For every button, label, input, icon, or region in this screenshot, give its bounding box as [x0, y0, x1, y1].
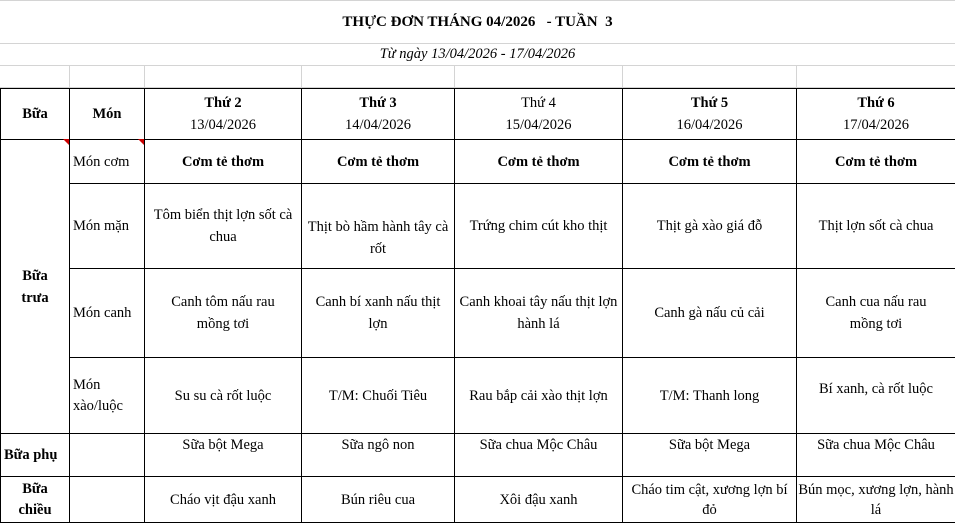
- page-title: [0, 0, 955, 44]
- menu-cell: Bí xanh, cà rốt luộc: [797, 358, 955, 434]
- snack-label: Bữa phụ: [1, 434, 70, 477]
- dish-label: [70, 477, 145, 523]
- dish-label: [70, 434, 145, 477]
- menu-cell: Canh khoai tây nấu thịt lợn hành lá: [455, 269, 623, 358]
- comment-indicator-icon[interactable]: [63, 139, 69, 145]
- table-row: [1, 358, 955, 434]
- menu-cell: Canh bí xanh nấu thịt lợn: [302, 269, 455, 358]
- dish-header: Món: [70, 89, 145, 140]
- day-date: 16/04/2026: [676, 117, 742, 133]
- menu-cell: Thịt gà xào giá đỗ: [623, 184, 797, 269]
- gridline: [454, 66, 455, 88]
- day-name: Thứ 5: [691, 95, 728, 111]
- day-header: [797, 89, 955, 140]
- day-date: 13/04/2026: [190, 117, 256, 133]
- menu-cell: Bún mọc, xương lợn, hành lá: [797, 477, 955, 523]
- dish-label: Món cơm: [70, 140, 145, 184]
- dish-label: Món canh: [70, 269, 145, 358]
- day-name: Thứ 3: [359, 95, 396, 111]
- table-row: [1, 477, 955, 523]
- dish-label: Món xào/luộc: [70, 358, 145, 434]
- menu-cell: Cơm tẻ thơm: [302, 140, 455, 184]
- menu-cell: Sữa bột Mega: [145, 434, 302, 477]
- gridline: [301, 66, 302, 88]
- menu-cell: Canh tôm nấu rau mồng tơi: [145, 269, 302, 358]
- menu-cell: T/M: Thanh long: [623, 358, 797, 434]
- table-row: [1, 184, 955, 269]
- day-date: 17/04/2026: [843, 117, 909, 133]
- subtitle-text: Từ ngày 13/04/2026 - 17/04/2026: [380, 46, 576, 63]
- day-date: 14/04/2026: [345, 117, 411, 133]
- day-date: 15/04/2026: [505, 117, 571, 133]
- menu-cell: Cơm tẻ thơm: [145, 140, 302, 184]
- title-text: THỰC ĐƠN THÁNG 04/2026 - TUẦN 3: [342, 14, 612, 31]
- table-row: [1, 140, 955, 184]
- menu-cell: Sữa chua Mộc Châu: [797, 434, 955, 477]
- gridline: [622, 66, 623, 88]
- menu-cell: Canh gà nấu củ cải: [623, 269, 797, 358]
- day-header: [302, 89, 455, 140]
- menu-table: [0, 88, 955, 523]
- menu-cell: Cháo vịt đậu xanh: [145, 477, 302, 523]
- menu-cell: Canh cua nấu rau mồng tơi: [797, 269, 955, 358]
- day-header: [145, 89, 302, 140]
- menu-cell: Sữa ngô non: [302, 434, 455, 477]
- menu-cell: T/M: Chuối Tiêu: [302, 358, 455, 434]
- day-name: Thứ 4: [521, 95, 556, 111]
- date-range: [0, 44, 955, 66]
- menu-cell: Sữa bột Mega: [623, 434, 797, 477]
- day-name: Thứ 6: [857, 95, 894, 111]
- comment-indicator-icon[interactable]: [138, 139, 144, 145]
- gridline: [796, 66, 797, 88]
- header-row: [1, 89, 955, 140]
- menu-cell: Cơm tẻ thơm: [623, 140, 797, 184]
- day-name: Thứ 2: [204, 95, 241, 111]
- menu-cell: Sữa chua Mộc Châu: [455, 434, 623, 477]
- menu-cell: Trứng chim cút kho thịt: [455, 184, 623, 269]
- menu-cell: Bún riêu cua: [302, 477, 455, 523]
- menu-cell: Tôm biển thịt lợn sốt cà chua: [145, 184, 302, 269]
- dish-label: Món mặn: [70, 184, 145, 269]
- table-row: [1, 434, 955, 477]
- lunch-label: Bữa trưa: [1, 140, 70, 434]
- gridline: [144, 66, 145, 88]
- menu-cell: Cơm tẻ thơm: [455, 140, 623, 184]
- menu-cell: Thịt bò hầm hành tây cà rốt: [302, 184, 455, 269]
- menu-cell: Rau bắp cải xào thịt lợn: [455, 358, 623, 434]
- day-header: [455, 89, 623, 140]
- afternoon-label: Bữa chiều: [1, 477, 70, 523]
- table-row: [1, 269, 955, 358]
- menu-cell: Cháo tim cật, xương lợn bí đỏ: [623, 477, 797, 523]
- menu-cell: Thịt lợn sốt cà chua: [797, 184, 955, 269]
- meal-header: Bữa: [1, 89, 70, 140]
- day-header: [623, 89, 797, 140]
- gridline: [69, 66, 70, 88]
- menu-cell: Xôi đậu xanh: [455, 477, 623, 523]
- menu-cell: Cơm tẻ thơm: [797, 140, 955, 184]
- menu-cell: Su su cà rốt luộc: [145, 358, 302, 434]
